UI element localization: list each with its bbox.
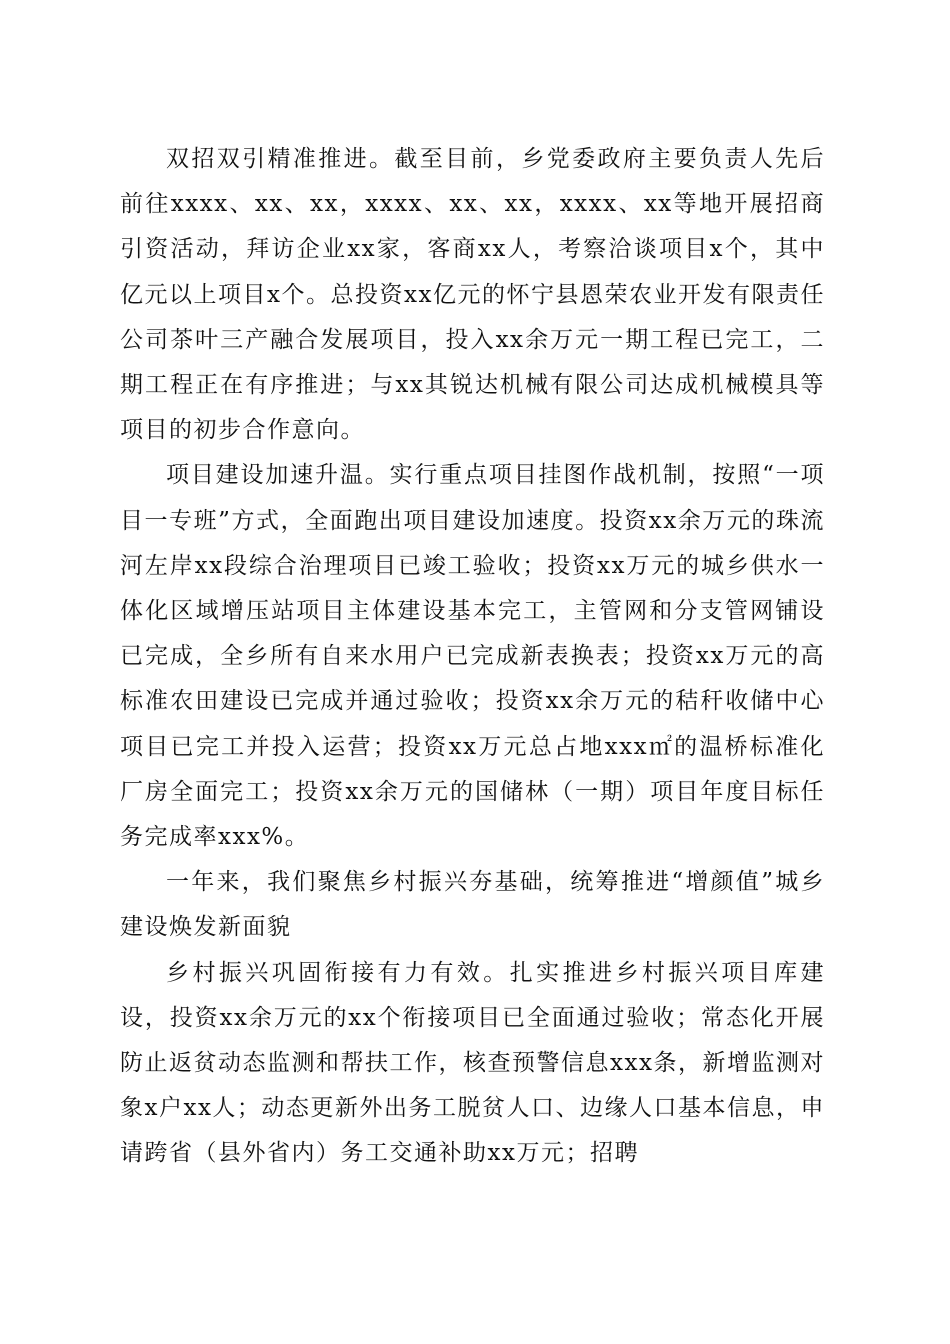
document-body bbox=[120, 137, 825, 1177]
paragraph-project-construction: 项目建设加速升温。实行重点项目挂图作战机制，按照“一项目一专班”方式，全面跑出项目建设加速度。投资xx余万元的珠流河左岸xx段综合治理项目已竣工验收；投资xx万元的城乡供水一体化区域增压站项目主体建设基本完工，主管网和分支管网铺设已完成，全乡所有自来水用户已完成新表换表；投资xx万元的高标准农田建设已完成并通过验收；投资xx余万元的秸秆收储中心项目已完工并投入运营；投资xx万元总占地xxx㎡的温桥标准化厂房全面完工；投资xx余万元的国储林（一期）项目年度目标任务完成率xxx%。 bbox=[120, 462, 825, 851]
paragraph-investment-promotion: 双招双引精准推进。截至目前，乡党委政府主要负责人先后前往xxxx、xx、xx，xxxx、xx、xx，xxxx、xx等地开展招商引资活动，拜访企业xx家，客商xx人，考察洽谈项目x个，其中亿元以上项目x个。总投资xx亿元的怀宁县恩荣农业开发有限责任公司茶叶三产融合发展项目，投入xx余万元一期工程已完工，二期工程正在有序推进；与xx其锐达机械有限公司达成机械模具等项目的初步合作意向。 bbox=[120, 146, 825, 444]
paragraph-rural-revitalization: 乡村振兴巩固衔接有力有效。扎实推进乡村振兴项目库建设，投资xx余万元的xx个衔接项目已全面通过验收；常态化开展防止返贫动态监测和帮扶工作，核查预警信息xxx条，新增监测对象x户xx人；动态更新外出务工脱贫人口、边缘人口基本信息，申请跨省（县外省内）务工交通补助xx万元；招聘 bbox=[120, 959, 825, 1167]
paragraph-rural-revitalization-heading: 一年来，我们聚焦乡村振兴夯基础，统筹推进“增颜值”城乡建设焕发新面貌 bbox=[120, 869, 825, 941]
